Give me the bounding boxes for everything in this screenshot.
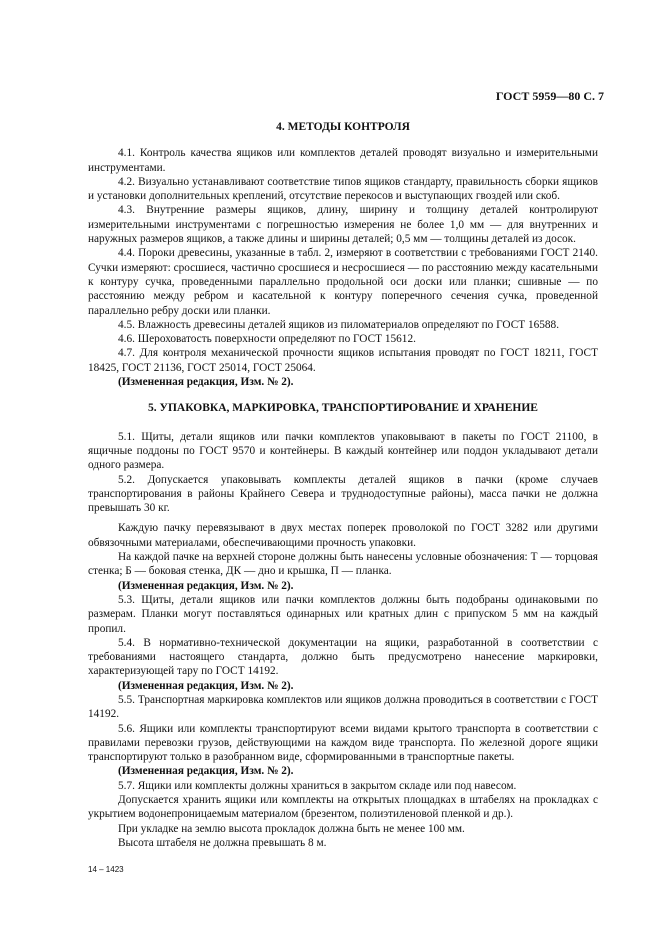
- running-header: ГОСТ 5959—80 С. 7: [495, 89, 604, 103]
- print-code: 14 – 1423: [88, 865, 124, 874]
- paragraph-5-6: 5.6. Ящики или комплекты транспортируют всеми видами крытого транспорта в соответствии с правилами перевозки грузов, действующими на каждом виде транспорта. По железной дороге ящики транспортируют только в разобранном виде, сформированными в транспортные пакеты.: [88, 722, 598, 764]
- edit-note-5-2: (Измененная редакция, Изм. № 2).: [118, 579, 294, 592]
- paragraph-5-3: 5.3. Щиты, детали ящиков или пачки комплектов должны быть подобраны одинаковыми по размерам. Планки могут поставляться одинарных или кратных длин с припуском 5 мм на каждый пропил.: [88, 593, 598, 635]
- paragraph-5-2-marking: На каждой пачке на верхней стороне должны быть нанесены условные обозначения: Т — торцовая стенка; Б — боковая стенка, ДК — дно и крышка, П — планка.: [88, 551, 598, 578]
- paragraph-5-4: 5.4. В нормативно-технической документации на ящики, разработанной в соответствии с требованиями настоящего стандарта, должно быть предусмотрено нанесение маркировки, характеризующей тару по ГОСТ 14192.: [88, 636, 598, 678]
- paragraph-4-2: 4.2. Визуально устанавливают соответствие типов ящиков стандарту, правильность сборки ящиков и установки дополнительных креплений, отсутствие перекосов и выступающих гвоздей или скоб.: [88, 175, 598, 203]
- paragraph-5-7-pads: При укладке на землю высота прокладок должна быть не менее 100 мм.: [118, 822, 465, 835]
- paragraph-5-5: 5.5. Транспортная маркировка комплектов или ящиков должна проводиться в соответствии с ГОСТ 14192.: [88, 693, 598, 721]
- paragraph-4-1: 4.1. Контроль качества ящиков или комплектов деталей проводят визуально и измерительными инструментами.: [88, 147, 598, 174]
- paragraph-4-4: 4.4. Пороки древесины, указанные в табл. 2, измеряют в соответствии с требованиями ГОСТ 2140. Сучки измеряют: сросшиеся, частично сросшиеся и несросшиеся — по расстоянию между касательными к контуру сучка, проведенными параллельно продольной оси доски или планки; сшивные — по расстоянию между ребром и касательной к контуру поперечного сечения сучка, проведенной параллельно ребру доски или планки.: [88, 247, 598, 317]
- paragraph-4-6: 4.6. Шероховатость поверхности определяют по ГОСТ 15612.: [118, 333, 416, 346]
- paragraph-4-5: 4.5. Влажность древесины деталей ящиков из пиломатериалов определяют по ГОСТ 16588.: [118, 318, 560, 331]
- section-5-title: 5. УПАКОВКА, МАРКИРОВКА, ТРАНСПОРТИРОВАНИЕ И ХРАНЕНИЕ: [148, 402, 538, 415]
- paragraph-4-7: 4.7. Для контроля механической прочности ящиков испытания проводят по ГОСТ 18211, ГОСТ 18425, ГОСТ 21136, ГОСТ 25014, ГОСТ 25064.: [88, 347, 598, 374]
- paragraph-5-7-open-storage: Допускается хранить ящики или комплекты на открытых площадках в штабелях на прокладках с укрытием водонепроницаемым материалом (брезентом, полиэтиленовой пленкой и др.).: [88, 794, 598, 821]
- paragraph-5-2-binding: Каждую пачку перевязывают в двух местах поперек проволокой по ГОСТ 3282 или другими обвязочными материалами, обеспечивающими прочность упаковки.: [88, 522, 598, 549]
- page-content: [88, 120, 598, 850]
- section-4-title: 4. МЕТОДЫ КОНТРОЛЯ: [276, 121, 410, 133]
- paragraph-5-1: 5.1. Щиты, детали ящиков или пачки комплектов упаковывают в пакеты по ГОСТ 21100, в ящичные поддоны по ГОСТ 9570 и контейнеры. В каждый контейнер или поддон укладывают детали одного размера.: [88, 430, 598, 472]
- edit-note-5-4: (Измененная редакция, Изм. № 2).: [118, 679, 294, 692]
- paragraph-5-7: 5.7. Ящики или комплекты должны храниться в закрытом складе или под навесом.: [118, 779, 517, 792]
- paragraph-4-3: 4.3. Внутренние размеры ящиков, длину, ширину и толщину деталей контролируют измерительными инструментами с погрешностью измерения не более 1,0 мм — для внутренних и наружных размеров ящиков, а также длины и ширины деталей; 0,5 мм — толщины деталей из досок.: [88, 204, 598, 246]
- edit-note-4: (Измененная редакция, Изм. № 2).: [118, 376, 294, 389]
- edit-note-5-6: (Измененная редакция, Изм. № 2).: [118, 765, 294, 778]
- paragraph-5-2: 5.2. Допускается упаковывать комплекты деталей ящиков в пачки (кроме случаев транспортирования в районы Крайнего Севера и труднодоступные районы), масса пачки не должна превышать 30 кг.: [88, 473, 598, 515]
- paragraph-5-7-stack-height: Высота штабеля не должна превышать 8 м.: [118, 836, 327, 849]
